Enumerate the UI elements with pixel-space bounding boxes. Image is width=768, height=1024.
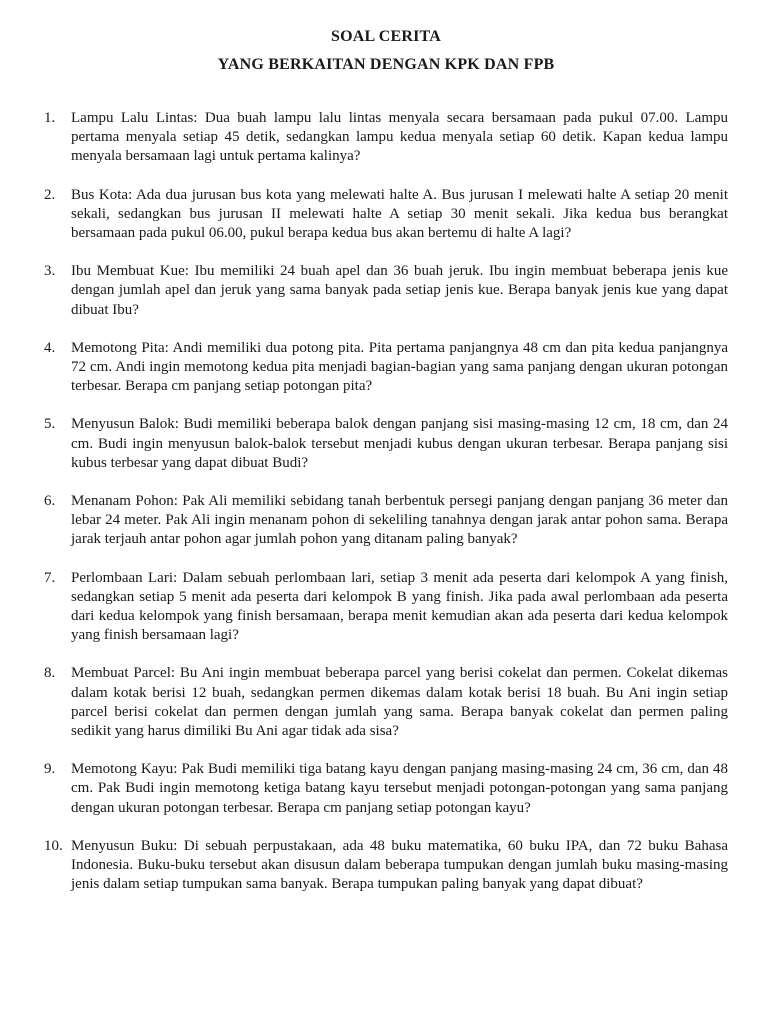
problem-number: 1. — [44, 110, 56, 126]
problem-text: Bus Kota: Ada dua jurusan bus kota yang melewati halte A. Bus jurusan I melewati halte A setiap 20 menit sekali, sedangkan bus jurusan II melewati halte A setiap 30 menit sekali. Jika kedua bus berangkat bersamaan pada pukul 06.00, pukul berapa kedua bus akan bertemu di halte A lagi? — [71, 186, 728, 242]
problem-item — [44, 262, 728, 320]
problem-item — [44, 569, 728, 646]
problem-item — [44, 837, 728, 895]
problem-text: Perlombaan Lari: Dalam sebuah perlombaan lari, setiap 3 menit ada peserta dari kelompok A yang finish, sedangkan setiap 5 menit ada peserta dari kelompok B yang finish. Jika pada awal perlombaan ada peserta dari kedua kelompok yang finish bersamaan, berapa menit kemudian akan ada peserta dari kedua kelompok yang finish bersamaan lagi? — [71, 569, 728, 644]
problem-number: 2. — [44, 186, 56, 203]
problem-number: 3. — [44, 263, 56, 280]
problem-text: Memotong Kayu: Pak Budi memiliki tiga batang kayu dengan panjang masing-masing 24 cm, 36 cm, dan 48 cm. Pak Budi ingin memotong ketiga batang kayu tersebut menjadi potongan-potongan yang sama panjang dengan ukuran potongan terbesar. Berapa cm panjang setiap potongan kayu? — [71, 761, 728, 816]
problem-text: Membuat Parcel: Bu Ani ingin membuat beberapa parcel yang berisi cokelat dan permen. Cokelat dikemas dalam kotak berisi 12 buah, sedangkan permen dikemas dalam kotak berisi 18 buah. Bu Ani ingin setiap parcel berisi cokelat dan permen dengan jumlah yang sama. Berapa banyak cokelat dan permen paling sedikit yang harus dimiliki Bu Ani agar tidak ada sisa? — [71, 665, 728, 740]
problem-item — [44, 109, 728, 167]
problem-item — [44, 664, 728, 741]
problem-text: Menyusun Buku: Di sebuah perpustakaan, ada 48 buku matematika, 60 buku IPA, dan 72 buku Bahasa Indonesia. Buku-buku tersebut akan disusun dalam beberapa tumpukan dengan jumlah buku masing-masing jenis dalam setiap tumpukan sama banyak. Berapa tumpukan paling banyak yang dapat dibuat? — [71, 837, 728, 893]
problem-number: 4. — [44, 339, 56, 356]
problem-number: 8. — [44, 665, 56, 682]
problem-number: 9. — [44, 761, 56, 778]
problem-text: Menyusun Balok: Budi memiliki beberapa balok dengan panjang sisi masing-masing 12 cm, 18 cm, dan 24 cm. Budi ingin menyusun balok-balok tersebut menjadi kubus dengan ukuran terbesar. Berapa panjang sisi kubus terbesar yang dapat dibuat Budi? — [71, 416, 728, 471]
problem-text: Ibu Membuat Kue: Ibu memiliki 24 buah apel dan 36 buah jeruk. Ibu ingin membuat beberapa jenis kue dengan jumlah apel dan jeruk yang sama banyak pada setiap jenis kue. Berapa banyak jenis kue yang dapat dibuat Ibu? — [71, 263, 728, 318]
problem-list — [44, 109, 728, 895]
problem-number: 10. — [44, 837, 63, 854]
problem-number: 5. — [44, 416, 56, 433]
document-title: SOAL CERITA — [331, 28, 441, 45]
problem-text: Menanam Pohon: Pak Ali memiliki sebidang tanah berbentuk persegi panjang dengan panjang 36 meter dan lebar 24 meter. Pak Ali ingin menanam pohon di sekeliling tanahnya dengan jarak antar pohon sama. Berapa jarak terjauh antar pohon agar jumlah pohon yang ditanam paling banyak? — [71, 493, 728, 548]
problem-number: 7. — [44, 569, 56, 586]
problem-number: 6. — [44, 493, 56, 510]
problem-item — [44, 492, 728, 550]
problem-item — [44, 760, 728, 818]
problem-item — [44, 339, 728, 397]
document-subtitle: YANG BERKAITAN DENGAN KPK DAN FPB — [217, 56, 555, 73]
problem-item — [44, 415, 728, 473]
problem-text: Lampu Lalu Lintas: Dua buah lampu lalu lintas menyala secara bersamaan pada pukul 07.00. Lampu pertama menyala setiap 45 detik, sedangkan lampu kedua menyala setiap 60 detik. Kapan kedua lampu menyala bersamaan lagi untuk pertama kalinya? — [71, 110, 728, 165]
problem-text: Memotong Pita: Andi memiliki dua potong pita. Pita pertama panjangnya 48 cm dan pita kedua panjangnya 72 cm. Andi ingin memotong kedua pita menjadi bagian-bagian yang sama panjang dengan ukuran potongan terbesar. Berapa cm panjang setiap potongan pita? — [71, 339, 728, 395]
problem-item — [44, 186, 728, 244]
